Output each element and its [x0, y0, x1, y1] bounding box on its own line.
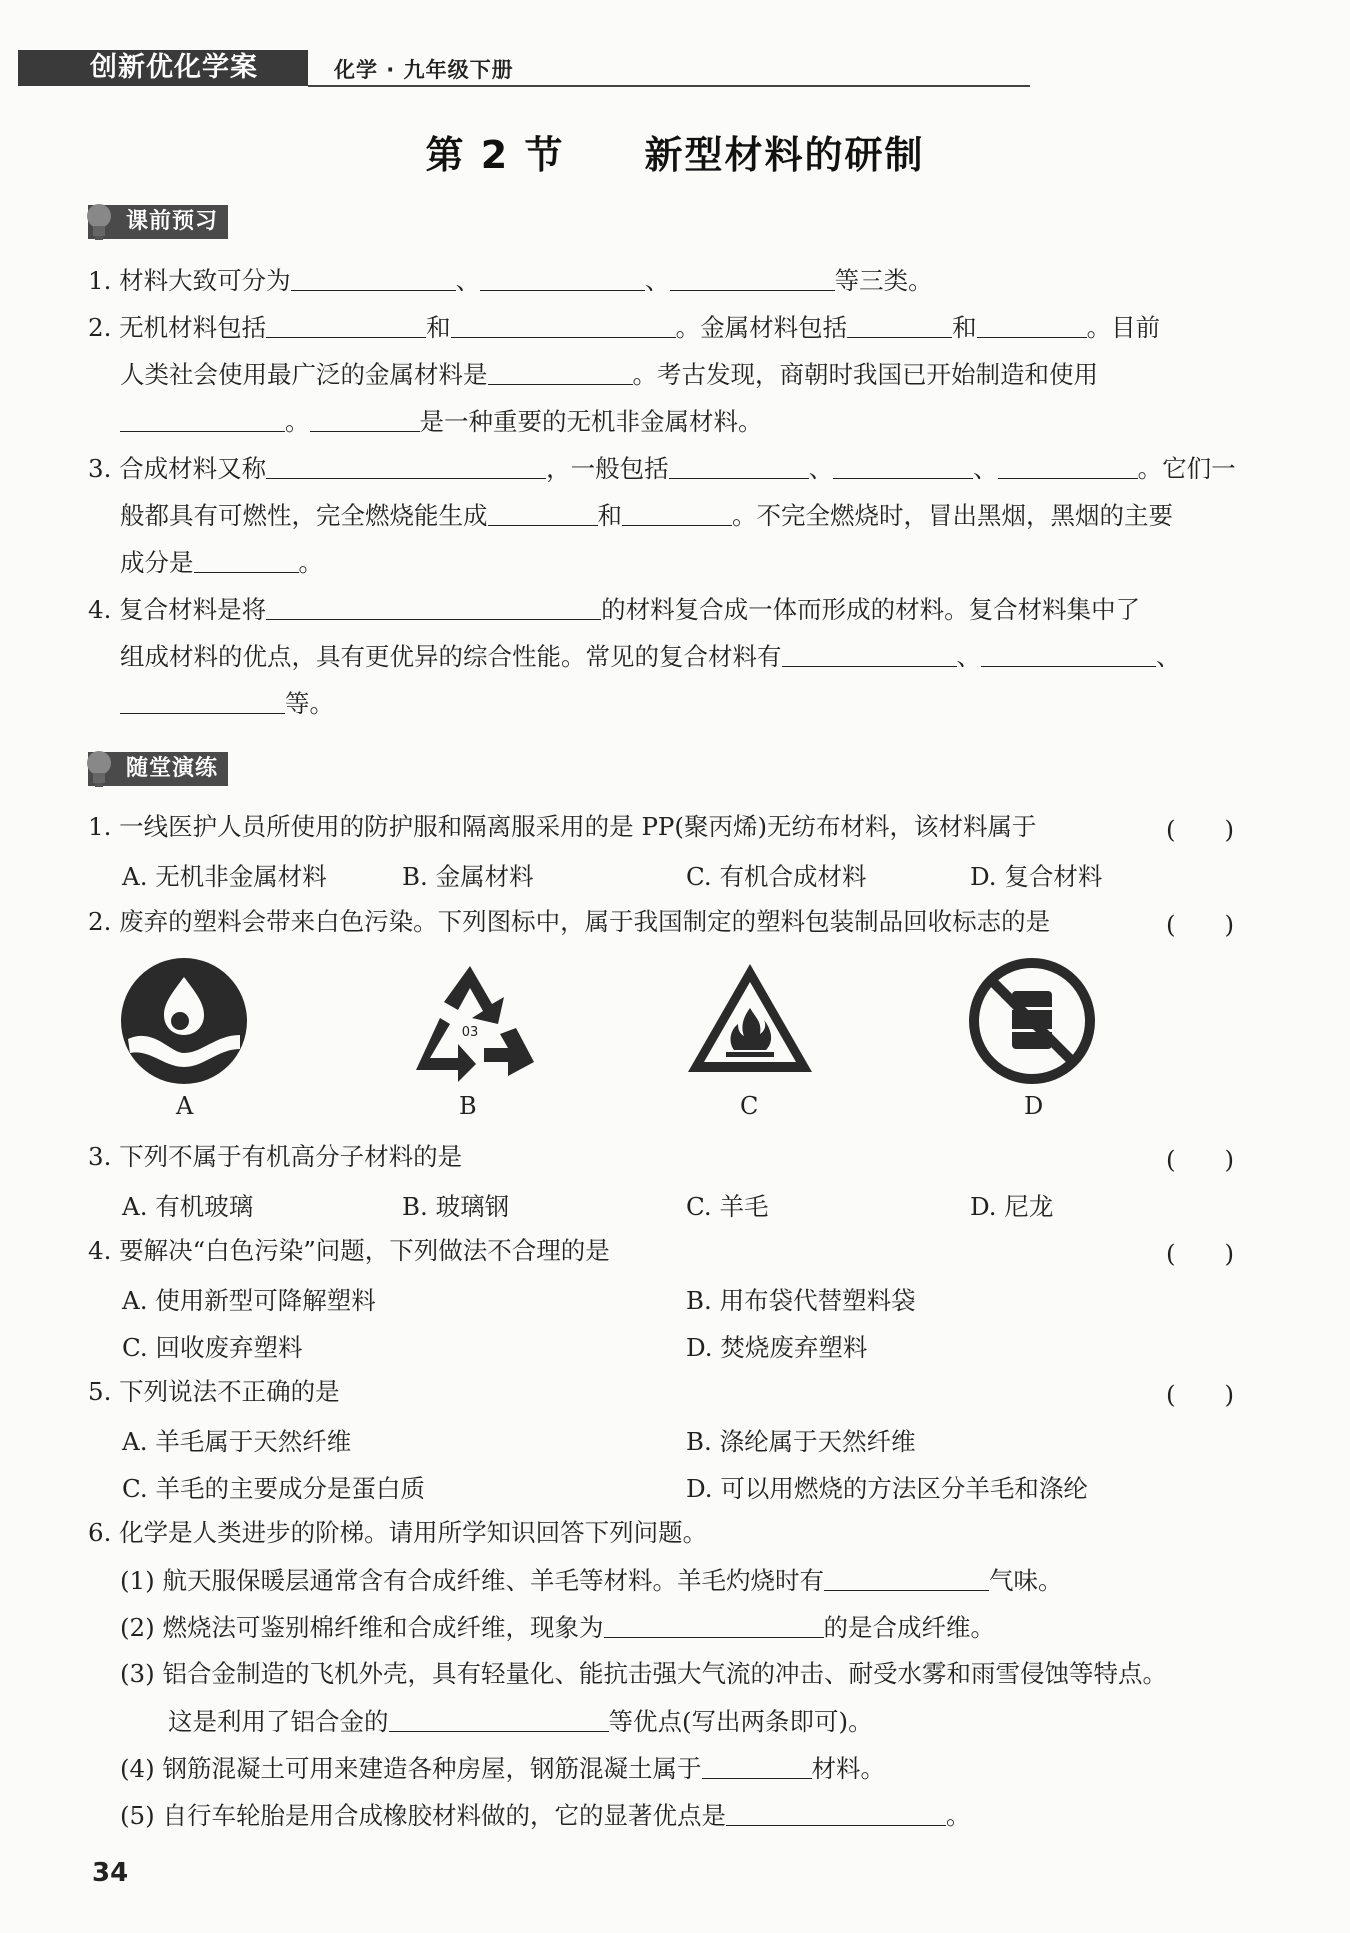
practice-q6-sub2 [120, 1611, 995, 1644]
brand-banner: 创新优化学案 [18, 50, 308, 86]
practice-q5-stem: 5. 下列说法不正确的是 [88, 1377, 340, 1406]
text: 材料。 [811, 1754, 885, 1783]
recycle-sign-icon[interactable] [400, 958, 540, 1084]
text: 4. 复合材料是将 [88, 595, 267, 624]
option-a[interactable]: A. 羊毛属于天然纤维 [122, 1427, 352, 1456]
text: 这是利用了铝合金的 [168, 1707, 389, 1736]
answer-blank[interactable] [998, 452, 1138, 479]
answer-blank[interactable] [120, 687, 285, 714]
answer-blank[interactable] [670, 264, 835, 291]
subject-label: 化学 · 九年级下册 [334, 58, 514, 82]
section-title: 随堂演练 [126, 756, 219, 781]
option-d[interactable]: D. 焚烧废弃塑料 [686, 1333, 868, 1362]
text: 。金属材料包括 [675, 313, 848, 342]
preview-q4-line1 [88, 593, 1140, 626]
option-c[interactable]: C. 回收废弃塑料 [122, 1333, 303, 1362]
text: 成分是 [120, 548, 194, 577]
preview-q3-line2 [120, 499, 1173, 532]
answer-blank[interactable] [266, 452, 546, 479]
text: 和 [597, 501, 622, 530]
answer-blank[interactable] [120, 405, 285, 432]
preview-q2-line1 [88, 311, 1160, 344]
option-a[interactable]: A. 无机非金属材料 [122, 862, 327, 891]
text: 和 [952, 313, 977, 342]
text: 。目前 [1086, 313, 1161, 342]
option-d[interactable]: D. 复合材料 [970, 862, 1103, 891]
practice-q1-stem: 1. 一线医护人员所使用的防护服和隔离服采用的是 PP(聚丙烯)无纺布材料，该材料属于 [88, 812, 1037, 841]
answer-paren[interactable]: ( ) [1166, 1380, 1235, 1409]
text: 2. 无机材料包括 [88, 313, 267, 342]
sign-label-b: B [459, 1092, 477, 1120]
text: 。不完全燃烧时，冒出黑烟，黑烟的主要 [732, 501, 1173, 530]
practice-q6-sub1 [120, 1564, 1063, 1597]
answer-blank[interactable] [981, 640, 1156, 667]
option-b[interactable]: B. 用布袋代替塑料袋 [686, 1286, 916, 1315]
answer-blank[interactable] [833, 452, 973, 479]
answer-paren[interactable]: ( ) [1166, 1145, 1235, 1174]
sign-label-a: A [176, 1092, 194, 1120]
section-tag-practice [88, 752, 228, 786]
text: 、 [973, 454, 998, 483]
preview-q3-line3 [120, 546, 323, 579]
text: 等三类。 [834, 266, 933, 295]
option-c[interactable]: C. 羊毛 [686, 1192, 769, 1221]
text: 般都具有可燃性，完全燃烧能生成 [120, 501, 488, 530]
sign-label-d: D [1024, 1092, 1044, 1120]
lightbulb-icon [84, 202, 114, 242]
text: 1. 材料大致可分为 [88, 266, 291, 295]
text: 的材料复合成一体而形成的材料。复合材料集中了 [601, 595, 1141, 624]
preview-q2-line2 [120, 358, 1098, 391]
text: 、 [1156, 642, 1181, 671]
answer-blank[interactable] [782, 640, 957, 667]
answer-blank[interactable] [702, 1752, 812, 1779]
preview-q3-line1 [88, 452, 1236, 485]
text: 和 [426, 313, 451, 342]
text: 气味。 [989, 1566, 1063, 1595]
lightbulb-icon [84, 749, 114, 789]
answer-blank[interactable] [451, 311, 676, 338]
practice-q6-stem: 6. 化学是人类进步的阶梯。请用所学知识回答下列问题。 [88, 1518, 708, 1547]
header-rule [308, 85, 1030, 87]
page-title: 第 2 节 新型材料的研制 [425, 133, 925, 177]
option-b[interactable]: B. 玻璃钢 [402, 1192, 510, 1221]
recycle-code: 03 [461, 1025, 479, 1040]
flammable-warning-icon[interactable] [684, 960, 816, 1080]
section-tag-preview [88, 205, 228, 239]
page-header [18, 50, 1030, 90]
no-oil-drum-icon[interactable] [966, 955, 1098, 1087]
answer-blank[interactable] [480, 264, 645, 291]
answer-blank[interactable] [310, 405, 420, 432]
water-saving-sign-icon[interactable] [118, 957, 250, 1085]
answer-blank[interactable] [847, 311, 952, 338]
option-a[interactable]: A. 使用新型可降解塑料 [122, 1286, 376, 1315]
practice-q6-sub3-line2 [168, 1705, 873, 1738]
preview-q4-line3 [120, 687, 334, 720]
answer-blank[interactable] [389, 1705, 609, 1732]
option-c[interactable]: C. 羊毛的主要成分是蛋白质 [122, 1474, 425, 1503]
text: 组成材料的优点，具有更优异的综合性能。常见的复合材料有 [120, 642, 782, 671]
answer-blank[interactable] [194, 546, 299, 573]
text: 等。 [285, 689, 334, 718]
option-a[interactable]: A. 有机玻璃 [122, 1192, 254, 1221]
text: 等优点(写出两条即可)。 [608, 1707, 873, 1736]
answer-paren[interactable]: ( ) [1166, 1239, 1235, 1268]
answer-paren[interactable]: ( ) [1166, 815, 1235, 844]
page-number: 34 [92, 1858, 129, 1888]
answer-blank[interactable] [266, 311, 426, 338]
text: 、 [455, 266, 481, 295]
answer-blank[interactable] [266, 593, 601, 620]
practice-q6-sub4 [120, 1752, 885, 1785]
answer-blank[interactable] [824, 1564, 989, 1591]
text: (1) 航天服保暖层通常含有合成纤维、羊毛等材料。羊毛灼烧时有 [120, 1566, 824, 1595]
option-b[interactable]: B. 金属材料 [402, 862, 534, 891]
option-d[interactable]: D. 尼龙 [970, 1192, 1054, 1221]
practice-q6-sub3-line1: (3) 铝合金制造的飞机外壳，具有轻量化、能抗击强大气流的冲击、耐受水雾和雨雪侵蚀等特点。 [120, 1659, 1167, 1688]
answer-blank[interactable] [604, 1611, 824, 1638]
answer-blank[interactable] [726, 1799, 946, 1826]
practice-q3-stem: 3. 下列不属于有机高分子材料的是 [88, 1142, 463, 1171]
text: 、 [956, 642, 981, 671]
answer-blank[interactable] [488, 358, 633, 385]
text: 。它们一 [1137, 454, 1236, 483]
practice-q2-stem: 2. 废弃的塑料会带来白色污染。下列图标中，属于我国制定的塑料包装制品回收标志的是 [88, 907, 1051, 936]
section-title: 课前预习 [126, 209, 219, 234]
sign-label-c: C [740, 1092, 759, 1120]
text: 。 [285, 407, 310, 436]
option-b[interactable]: B. 涤纶属于天然纤维 [686, 1427, 916, 1456]
text: (5) 自行车轮胎是用合成橡胶材料做的，它的显著优点是 [120, 1801, 726, 1830]
text: 的是合成纤维。 [823, 1613, 995, 1642]
text: 是一种重要的无机非金属材料。 [419, 407, 763, 436]
text: 。 [946, 1801, 971, 1830]
text: ，一般包括 [546, 454, 669, 483]
text: (2) 燃烧法可鉴别棉纤维和合成纤维，现象为 [120, 1613, 604, 1642]
answer-blank[interactable] [291, 264, 456, 291]
practice-q6-sub5 [120, 1799, 971, 1832]
text: 、 [808, 454, 834, 483]
text: 3. 合成材料又称 [88, 454, 267, 483]
answer-paren[interactable]: ( ) [1166, 910, 1235, 939]
text: 人类社会使用最广泛的金属材料是 [120, 360, 488, 389]
answer-blank[interactable] [622, 499, 732, 526]
option-c[interactable]: C. 有机合成材料 [686, 862, 867, 891]
practice-q4-stem: 4. 要解决“白色污染”问题，下列做法不合理的是 [88, 1236, 610, 1265]
answer-blank[interactable] [977, 311, 1087, 338]
preview-q1 [88, 264, 933, 297]
text: (4) 钢筋混凝土可用来建造各种房屋，钢筋混凝土属于 [120, 1754, 702, 1783]
preview-q2-line3 [120, 405, 763, 438]
answer-blank[interactable] [488, 499, 598, 526]
option-d[interactable]: D. 可以用燃烧的方法区分羊毛和涤纶 [686, 1474, 1088, 1503]
answer-blank[interactable] [669, 452, 809, 479]
text: 、 [645, 266, 670, 295]
preview-q4-line2 [120, 640, 1181, 673]
text: 。 [298, 548, 323, 577]
text: 。考古发现，商朝时我国已开始制造和使用 [632, 360, 1098, 389]
